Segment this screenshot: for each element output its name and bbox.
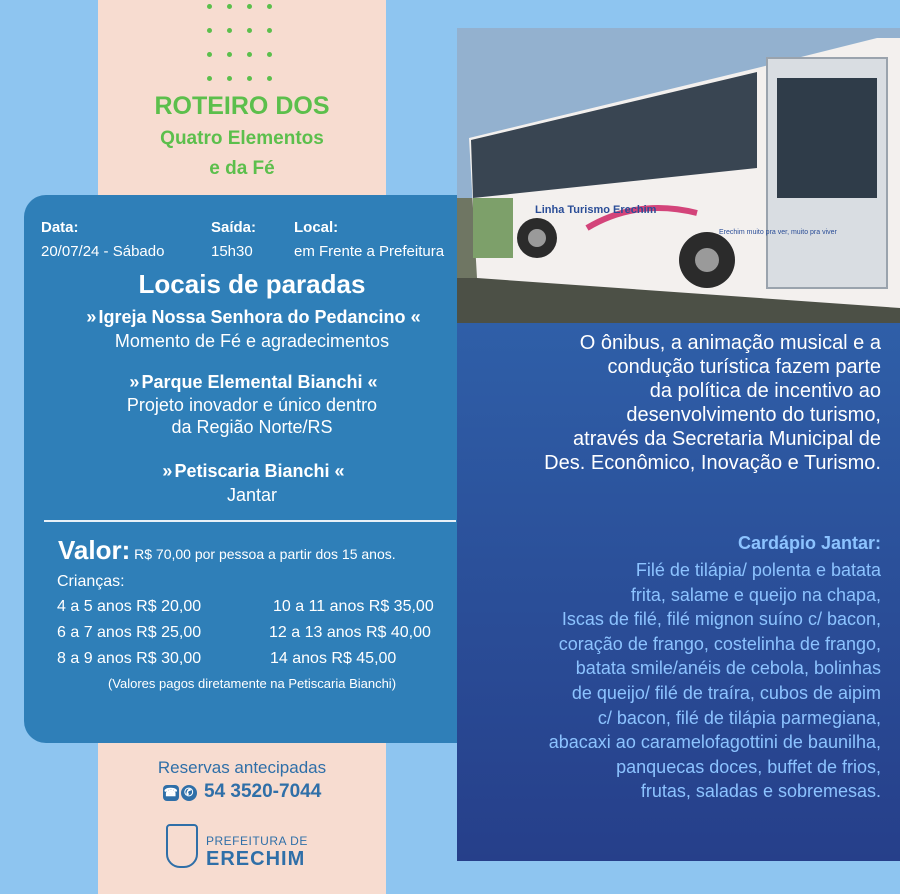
payment-note: (Valores pagos diretamente na Petiscaria Bianchi) bbox=[107, 676, 397, 691]
stops-title: Locais de paradas bbox=[138, 269, 366, 299]
title-line-1: ROTEIRO DOS bbox=[154, 92, 330, 120]
departure-label: Saída: bbox=[211, 219, 257, 236]
stop-desc-2a: Projeto inovador e único dentro bbox=[126, 395, 378, 415]
chevron-left-icon: « bbox=[410, 307, 418, 327]
divider bbox=[44, 520, 456, 522]
stop-desc-1: Momento de Fé e agradecimentos bbox=[114, 331, 390, 351]
menu-title: Cardápio Jantar: bbox=[737, 533, 881, 553]
stop-name-3: » Petiscaria Bianchi « bbox=[162, 461, 342, 481]
itinerary-card bbox=[24, 195, 480, 743]
chevron-left-icon: « bbox=[367, 372, 375, 392]
location-label: Local: bbox=[294, 219, 339, 236]
child-price: 10 a 11 anos R$ 35,00 bbox=[273, 598, 434, 615]
reservation-phone[interactable] bbox=[98, 781, 386, 803]
chevron-right-icon: » bbox=[129, 372, 137, 392]
logo-line-1: PREFEITURA DE bbox=[206, 834, 308, 848]
stop-desc-3: Jantar bbox=[226, 485, 278, 505]
chevron-left-icon: « bbox=[334, 461, 342, 481]
logo-line-2: ERECHIM bbox=[206, 848, 306, 870]
stop-name-2: » Parque Elemental Bianchi « bbox=[129, 372, 375, 392]
city-logo bbox=[166, 822, 316, 874]
stop-desc-2b: da Região Norte/RS bbox=[171, 417, 333, 437]
chevron-right-icon: » bbox=[162, 461, 170, 481]
price-adult-text: R$ 70,00 por pessoa a partir dos 15 anos. bbox=[134, 546, 396, 562]
departure-value: 15h30 bbox=[211, 243, 253, 260]
info-paragraph: O ônibus, a animação musical e a condução turística fazem parte da política de incentivo ao desenvolvimento do turismo, através da Secretaria Municipal de Des. Econômico, Inovação e Turismo. bbox=[544, 332, 881, 474]
bus-slogan: Erechim muito pra ver, muito pra viver bbox=[719, 229, 837, 236]
phone-icon: ☎ bbox=[163, 787, 178, 799]
phone-number: 54 3520-7044 bbox=[204, 781, 322, 802]
bus-illustration bbox=[457, 28, 900, 323]
child-price: 14 anos R$ 45,00 bbox=[270, 650, 397, 667]
children-label: Crianças: bbox=[57, 573, 125, 590]
bus-photo bbox=[457, 28, 900, 323]
child-price: 6 a 7 anos R$ 25,00 bbox=[57, 624, 202, 641]
price-adult bbox=[58, 535, 396, 566]
child-price: 8 a 9 anos R$ 30,00 bbox=[57, 650, 202, 667]
title-line-2: Quatro Elementos bbox=[160, 128, 324, 149]
child-price: 4 a 5 anos R$ 20,00 bbox=[57, 598, 202, 615]
date-value: 20/07/24 - Sábado bbox=[41, 243, 165, 260]
child-price: 12 a 13 anos R$ 40,00 bbox=[269, 624, 431, 641]
crest-icon bbox=[166, 824, 198, 868]
bus-label: Linha Turismo Erechim bbox=[535, 204, 657, 216]
stop-name-1: » Igreja Nossa Senhora do Pedancino « bbox=[86, 307, 418, 327]
reservations-label: Reservas antecipadas bbox=[157, 758, 327, 777]
dinner-menu: Filé de tilápia/ polenta e batata frita, salame e queijo na chapa, Iscas de filé, filé mignon suíno c/ bacon, coração de frango, costelinha de frango, batata smile/anéis de cebola, bolinhas de queijo/ filé de traíra, cubos de aipim c/ bacon, filé de tilápia parmegiana, abacaxi ao caramelofagottini de baunilha, panquecas doces, buffet de frios, frutas, saladas e sobremesas. bbox=[548, 560, 881, 802]
chevron-right-icon: » bbox=[86, 307, 94, 327]
title-line-3: e da Fé bbox=[209, 158, 275, 179]
decorative-dots bbox=[205, 0, 285, 86]
price-label: Valor: bbox=[58, 535, 131, 565]
location-value: em Frente a Prefeitura bbox=[294, 243, 445, 260]
whatsapp-icon: ✆ bbox=[181, 785, 197, 801]
date-label: Data: bbox=[41, 219, 79, 236]
